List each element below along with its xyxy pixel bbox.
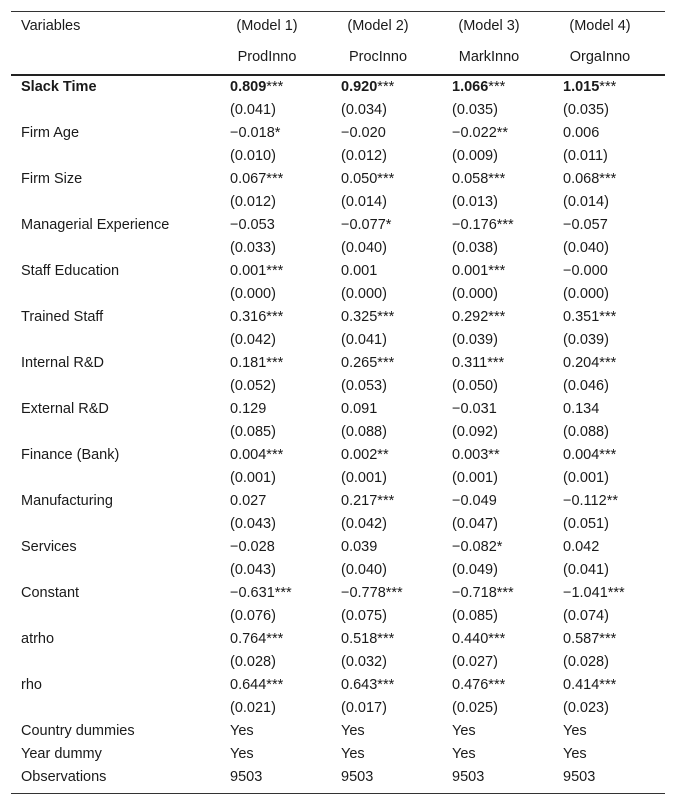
coefficient-cell	[230, 168, 283, 191]
standard-error-cell: (0.088)	[563, 424, 609, 440]
model-4-dv: OrgaInno	[569, 49, 631, 65]
significance-stars: ***	[266, 355, 284, 371]
coefficient-cell	[563, 214, 608, 237]
coefficient-cell	[563, 674, 616, 697]
significance-stars: ***	[488, 677, 506, 693]
header-row-dvs	[11, 46, 665, 69]
footer-label: Year dummy	[21, 746, 102, 762]
coefficient-cell	[341, 628, 394, 651]
table-row-se	[11, 421, 665, 444]
table-row-se	[11, 375, 665, 398]
coefficient-cell	[563, 260, 608, 283]
standard-error-cell: (0.039)	[452, 332, 498, 348]
coefficient-value: 0.003	[452, 447, 489, 463]
standard-error-cell: (0.000)	[563, 286, 609, 302]
significance-stars: ***	[599, 677, 617, 693]
standard-error-cell: (0.040)	[341, 240, 387, 256]
coefficient-cell	[230, 628, 283, 651]
coefficient-value: −0.112	[563, 493, 607, 509]
footer-value: 9503	[563, 769, 596, 785]
coefficient-value: 1.066	[452, 79, 489, 95]
coefficient-value: −0.018	[230, 125, 275, 141]
significance-stars: ***	[488, 631, 506, 647]
standard-error-cell: (0.028)	[563, 654, 609, 670]
variable-label: Finance (Bank)	[21, 447, 120, 463]
coefficient-value: −0.631	[230, 585, 275, 601]
coefficient-cell	[341, 490, 394, 513]
coefficient-value: 0.039	[341, 539, 378, 555]
significance-stars: ***	[377, 631, 395, 647]
footer-value: 9503	[452, 769, 485, 785]
significance-stars: ***	[487, 355, 505, 371]
coefficient-value: 0.006	[563, 125, 600, 141]
coefficient-value: 0.809	[230, 79, 267, 95]
coefficient-value: 0.292	[452, 309, 489, 325]
significance-stars: ***	[377, 355, 395, 371]
coefficient-value: 0.042	[563, 539, 600, 555]
coefficient-cell	[341, 122, 386, 145]
coefficient-value: 0.001	[230, 263, 267, 279]
standard-error-cell: (0.012)	[230, 194, 276, 210]
table-row-se	[11, 99, 665, 122]
coefficient-value: 0.414	[563, 677, 600, 693]
coefficient-cell	[563, 398, 599, 421]
significance-stars: *	[496, 539, 503, 555]
table-row-se	[11, 329, 665, 352]
table-row-se	[11, 145, 665, 168]
coefficient-cell	[341, 260, 377, 283]
footer-label: Observations	[21, 769, 107, 785]
variable-label: Firm Age	[21, 125, 80, 141]
significance-stars: ***	[488, 171, 506, 187]
variable-label: rho	[21, 677, 42, 693]
coefficient-cell	[341, 76, 394, 99]
coefficient-value: −0.778	[341, 585, 386, 601]
table-row-se	[11, 559, 665, 582]
coefficient-cell	[452, 674, 505, 697]
coefficient-value: −0.020	[341, 125, 386, 141]
coefficient-value: −0.082	[452, 539, 497, 555]
significance-stars: ***	[274, 585, 292, 601]
variable-label: Constant	[21, 585, 80, 601]
coefficient-value: 0.476	[452, 677, 489, 693]
standard-error-cell: (0.014)	[563, 194, 609, 210]
standard-error-cell: (0.013)	[452, 194, 498, 210]
significance-stars: ***	[599, 309, 617, 325]
coefficient-cell	[230, 536, 275, 559]
coefficient-cell	[230, 122, 280, 145]
coefficient-value: 0.004	[563, 447, 600, 463]
coefficient-value: 0.204	[563, 355, 600, 371]
coefficient-cell	[452, 628, 505, 651]
standard-error-cell: (0.047)	[452, 516, 498, 532]
coefficient-value: −0.049	[452, 493, 497, 509]
table-row	[11, 628, 665, 651]
variable-label: Staff Education	[21, 263, 120, 279]
footer-value: Yes	[452, 746, 476, 762]
coefficient-cell	[341, 536, 377, 559]
significance-stars: ***	[266, 79, 284, 95]
coefficient-value: 0.050	[341, 171, 378, 187]
coefficient-cell	[452, 306, 505, 329]
coefficient-cell	[230, 490, 266, 513]
coefficient-value: 0.068	[563, 171, 600, 187]
table-row-se	[11, 283, 665, 306]
standard-error-cell: (0.023)	[563, 700, 609, 716]
coefficient-cell	[452, 444, 500, 467]
coefficient-value: −0.057	[563, 217, 608, 233]
coefficient-value: 1.015	[563, 79, 600, 95]
standard-error-cell: (0.051)	[563, 516, 609, 532]
variable-label: Trained Staff	[21, 309, 104, 325]
standard-error-cell: (0.053)	[341, 378, 387, 394]
coefficient-value: 0.644	[230, 677, 267, 693]
significance-stars: ***	[488, 79, 506, 95]
table-row	[11, 582, 665, 605]
coefficient-cell	[230, 352, 283, 375]
standard-error-cell: (0.041)	[341, 332, 387, 348]
standard-error-cell: (0.085)	[452, 608, 498, 624]
standard-error-cell: (0.075)	[341, 608, 387, 624]
model-4-header: (Model 4)	[569, 18, 631, 34]
coefficient-value: 0.325	[341, 309, 378, 325]
standard-error-cell: (0.049)	[452, 562, 498, 578]
standard-error-cell: (0.012)	[341, 148, 387, 164]
standard-error-cell: (0.034)	[341, 102, 387, 118]
coefficient-value: 0.001	[452, 263, 489, 279]
coefficient-value: −0.077	[341, 217, 386, 233]
variable-label: External R&D	[21, 401, 109, 417]
footer-row	[11, 720, 665, 743]
significance-stars: *	[274, 125, 281, 141]
standard-error-cell: (0.032)	[341, 654, 387, 670]
standard-error-cell: (0.038)	[452, 240, 498, 256]
significance-stars: ***	[377, 493, 395, 509]
significance-stars: ***	[496, 585, 514, 601]
coefficient-value: 0.265	[341, 355, 378, 371]
significance-stars: **	[488, 447, 500, 463]
coefficient-value: −0.031	[452, 401, 497, 417]
coefficient-cell	[452, 536, 502, 559]
table-row	[11, 352, 665, 375]
standard-error-cell: (0.088)	[341, 424, 387, 440]
coefficient-cell	[452, 582, 514, 605]
coefficient-cell	[452, 214, 514, 237]
significance-stars: ***	[599, 631, 617, 647]
coefficient-value: 0.129	[230, 401, 267, 417]
table-row-se	[11, 697, 665, 720]
table-row	[11, 214, 665, 237]
footer-value: Yes	[563, 746, 587, 762]
coefficient-value: −0.000	[563, 263, 608, 279]
coefficient-value: −1.041	[563, 585, 608, 601]
standard-error-cell: (0.041)	[230, 102, 276, 118]
significance-stars: ***	[266, 309, 284, 325]
coefficient-value: 0.351	[563, 309, 600, 325]
table-row-se	[11, 513, 665, 536]
standard-error-cell: (0.010)	[230, 148, 276, 164]
coefficient-value: 0.004	[230, 447, 267, 463]
coefficient-value: 0.091	[341, 401, 378, 417]
standard-error-cell: (0.050)	[452, 378, 498, 394]
header-row-models	[11, 15, 665, 38]
variable-label: Manufacturing	[21, 493, 113, 509]
coefficient-cell	[563, 444, 616, 467]
coefficient-value: 0.764	[230, 631, 267, 647]
variable-label: Services	[21, 539, 77, 555]
standard-error-cell: (0.011)	[563, 148, 608, 164]
significance-stars: ***	[607, 585, 625, 601]
coefficient-value: 0.027	[230, 493, 267, 509]
standard-error-cell: (0.046)	[563, 378, 609, 394]
standard-error-cell: (0.052)	[230, 378, 276, 394]
coefficient-cell	[341, 582, 403, 605]
model-2-header: (Model 2)	[347, 18, 409, 34]
standard-error-cell: (0.043)	[230, 516, 276, 532]
standard-error-cell: (0.000)	[230, 286, 276, 302]
standard-error-cell: (0.035)	[452, 102, 498, 118]
significance-stars: ***	[377, 309, 395, 325]
coefficient-value: −0.022	[452, 125, 497, 141]
standard-error-cell: (0.009)	[452, 148, 498, 164]
significance-stars: ***	[385, 585, 403, 601]
significance-stars: ***	[377, 677, 395, 693]
coefficient-value: 0.134	[563, 401, 600, 417]
coefficient-value: −0.718	[452, 585, 497, 601]
coefficient-cell	[563, 122, 599, 145]
table-row	[11, 674, 665, 697]
coefficient-cell	[563, 628, 616, 651]
table-row	[11, 76, 665, 99]
significance-stars: ***	[266, 171, 284, 187]
significance-stars: ***	[266, 631, 284, 647]
standard-error-cell: (0.027)	[452, 654, 498, 670]
variable-label: atrho	[21, 631, 55, 647]
coefficient-value: 0.058	[452, 171, 489, 187]
coefficient-cell	[563, 536, 599, 559]
standard-error-cell: (0.076)	[230, 608, 276, 624]
table-row-se	[11, 467, 665, 490]
coefficient-value: 0.217	[341, 493, 378, 509]
footer-value: Yes	[563, 723, 587, 739]
coefficient-cell	[341, 444, 389, 467]
standard-error-cell: (0.035)	[563, 102, 609, 118]
footer-value: 9503	[341, 769, 374, 785]
significance-stars: ***	[488, 309, 506, 325]
table-row	[11, 306, 665, 329]
coefficient-cell	[230, 260, 283, 283]
standard-error-cell: (0.040)	[341, 562, 387, 578]
table-row	[11, 260, 665, 283]
coefficient-cell	[563, 168, 616, 191]
variable-label: Internal R&D	[21, 355, 105, 371]
coefficient-cell	[452, 76, 505, 99]
significance-stars: ***	[377, 79, 395, 95]
coefficient-cell	[563, 76, 616, 99]
table-row	[11, 536, 665, 559]
coefficient-value: −0.053	[230, 217, 275, 233]
table-row	[11, 168, 665, 191]
footer-value: Yes	[452, 723, 476, 739]
coefficient-cell	[341, 306, 394, 329]
standard-error-cell: (0.042)	[341, 516, 387, 532]
coefficient-cell	[452, 490, 497, 513]
table-row	[11, 490, 665, 513]
significance-stars: ***	[266, 263, 284, 279]
coefficient-value: 0.067	[230, 171, 267, 187]
standard-error-cell: (0.043)	[230, 562, 276, 578]
coefficient-value: 0.002	[341, 447, 378, 463]
standard-error-cell: (0.017)	[341, 700, 387, 716]
coefficient-cell	[452, 352, 504, 375]
coefficient-value: 0.518	[341, 631, 378, 647]
table-row-se	[11, 191, 665, 214]
coefficient-cell	[230, 582, 292, 605]
model-2-dv: ProcInno	[348, 49, 408, 65]
coefficient-cell	[452, 398, 497, 421]
coefficient-cell	[230, 398, 266, 421]
model-1-header: (Model 1)	[236, 18, 298, 34]
coefficient-value: 0.587	[563, 631, 600, 647]
coefficient-cell	[341, 352, 394, 375]
coefficient-cell	[341, 214, 391, 237]
footer-value: 9503	[230, 769, 263, 785]
coefficient-cell	[341, 168, 394, 191]
coefficient-value: −0.028	[230, 539, 275, 555]
coefficient-value: 0.643	[341, 677, 378, 693]
footer-label: Country dummies	[21, 723, 135, 739]
coefficient-value: 0.311	[452, 355, 488, 371]
significance-stars: ***	[599, 447, 617, 463]
standard-error-cell: (0.033)	[230, 240, 276, 256]
coefficient-value: 0.920	[341, 79, 378, 95]
variable-label: Managerial Experience	[21, 217, 170, 233]
coefficient-cell	[563, 352, 616, 375]
model-1-dv: ProdInno	[237, 49, 297, 65]
significance-stars: ***	[488, 263, 506, 279]
footer-value: Yes	[341, 723, 365, 739]
table-bottom-rule	[11, 793, 665, 794]
significance-stars: ***	[599, 171, 617, 187]
standard-error-cell: (0.000)	[341, 286, 387, 302]
table-row-se	[11, 651, 665, 674]
table-row	[11, 398, 665, 421]
coefficient-cell	[230, 76, 283, 99]
table-row	[11, 444, 665, 467]
significance-stars: ***	[599, 355, 617, 371]
coefficient-value: 0.181	[230, 355, 267, 371]
standard-error-cell: (0.042)	[230, 332, 276, 348]
variable-label: Slack Time	[21, 79, 97, 95]
standard-error-cell: (0.028)	[230, 654, 276, 670]
significance-stars: **	[496, 125, 509, 141]
model-3-dv: MarkInno	[458, 49, 520, 65]
coefficient-value: 0.440	[452, 631, 489, 647]
coefficient-cell	[230, 444, 283, 467]
standard-error-cell: (0.085)	[230, 424, 276, 440]
coefficient-cell	[341, 398, 377, 421]
table-row-se	[11, 605, 665, 628]
variable-label: Firm Size	[21, 171, 83, 187]
coefficient-cell	[563, 306, 616, 329]
standard-error-cell: (0.074)	[563, 608, 609, 624]
standard-error-cell: (0.000)	[452, 286, 498, 302]
footer-value: Yes	[230, 746, 254, 762]
variables-header: Variables	[21, 18, 81, 34]
significance-stars: ***	[266, 447, 284, 463]
table-top-rule	[11, 11, 665, 12]
standard-error-cell: (0.001)	[563, 470, 609, 486]
coefficient-value: 0.001	[341, 263, 378, 279]
table-row-se	[11, 237, 665, 260]
footer-row	[11, 743, 665, 766]
standard-error-cell: (0.021)	[230, 700, 276, 716]
significance-stars: ***	[496, 217, 514, 233]
coefficient-cell	[563, 490, 618, 513]
standard-error-cell: (0.001)	[230, 470, 276, 486]
coefficient-cell	[452, 168, 505, 191]
footer-row	[11, 766, 665, 789]
standard-error-cell: (0.001)	[341, 470, 387, 486]
model-3-header: (Model 3)	[458, 18, 520, 34]
standard-error-cell: (0.014)	[341, 194, 387, 210]
significance-stars: ***	[599, 79, 617, 95]
standard-error-cell: (0.025)	[452, 700, 498, 716]
standard-error-cell: (0.040)	[563, 240, 609, 256]
coefficient-cell	[230, 674, 283, 697]
significance-stars: *	[385, 217, 392, 233]
coefficient-value: −0.176	[452, 217, 497, 233]
significance-stars: ***	[266, 677, 284, 693]
coefficient-cell	[452, 260, 505, 283]
standard-error-cell: (0.039)	[563, 332, 609, 348]
coefficient-cell	[452, 122, 508, 145]
coefficient-value: 0.316	[230, 309, 267, 325]
coefficient-cell	[563, 582, 625, 605]
table-row	[11, 122, 665, 145]
coefficient-cell	[230, 214, 275, 237]
standard-error-cell: (0.001)	[452, 470, 498, 486]
footer-value: Yes	[341, 746, 365, 762]
standard-error-cell: (0.092)	[452, 424, 498, 440]
significance-stars: **	[377, 447, 389, 463]
footer-value: Yes	[230, 723, 254, 739]
significance-stars: ***	[377, 171, 395, 187]
coefficient-cell	[341, 674, 394, 697]
standard-error-cell: (0.041)	[563, 562, 609, 578]
coefficient-cell	[230, 306, 283, 329]
significance-stars: **	[606, 493, 618, 509]
